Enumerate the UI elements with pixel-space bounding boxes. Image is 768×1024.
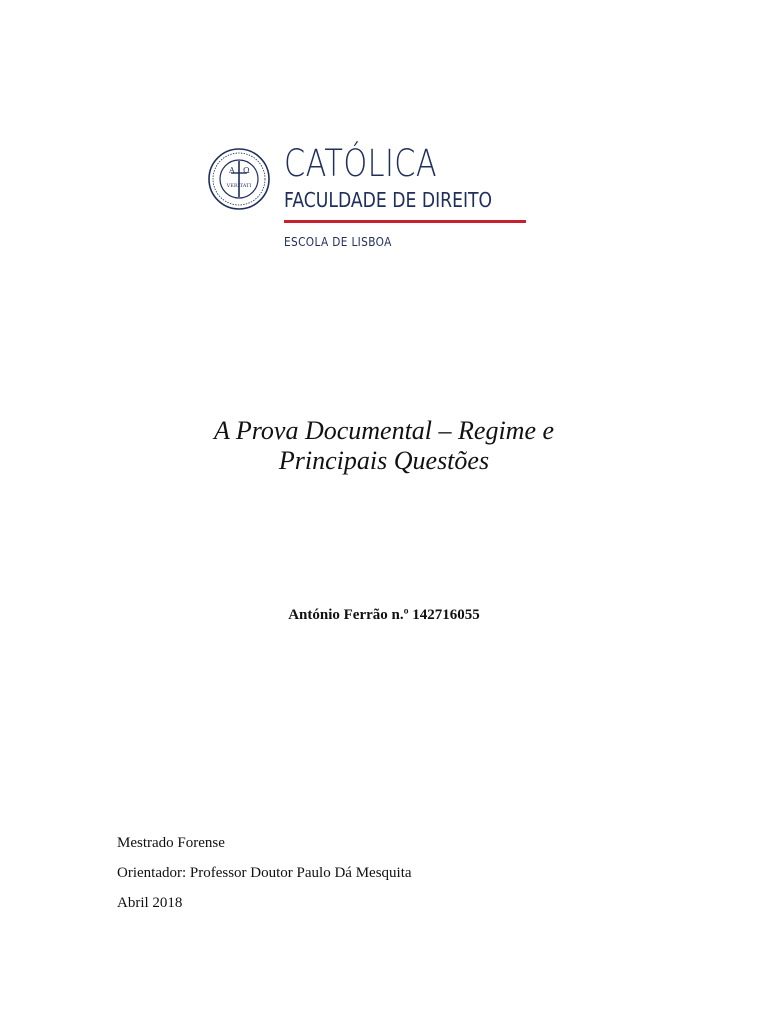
logo-school: ESCOLA DE LISBOA [284,235,392,249]
advisor-name: Orientador: Professor Doutor Paulo Dá Mesquita [117,865,412,881]
seal-omega: Ω [243,166,250,175]
logo-wordmark: CATÓLICA [284,142,438,185]
title-line-2: Principais Questões [278,446,490,475]
logo-faculty: FACULDADE DE DIREITO [284,188,493,212]
seal-motto: VERITATI [226,183,252,189]
program-name: Mestrado Forense [117,835,225,851]
title-line-1: A Prova Documental – Regime e [213,416,555,445]
university-logo [207,144,537,254]
seal-alpha: Α [229,166,235,175]
document-meta [117,828,412,918]
logo-divider [284,220,526,223]
document-date: Abril 2018 [117,895,183,911]
document-title [0,416,768,476]
author-line: António Ferrão n.º 142716055 [288,607,480,623]
university-seal-icon [207,147,271,211]
